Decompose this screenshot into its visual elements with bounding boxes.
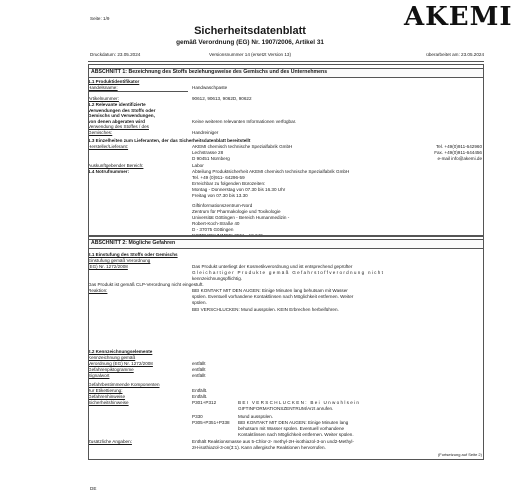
label-kennzeichnung-line2: Verordnung (EG) Nr. 1272/2008 [88, 361, 153, 366]
label-auskunft: Auskunftgebender Bereich: [88, 163, 144, 168]
poison-center-1: Giftinformationszentrum-Nord [192, 203, 253, 208]
heading-2-1: 2.1 Einstufung des Stoffs oder Gemischs [88, 252, 178, 257]
p-text-3a: BEI KONTAKT MIT DEN AUGEN: Einige Minuten lang [238, 420, 349, 425]
label-gbk-line2: zur Etikettierung: [88, 388, 123, 393]
reaktion-2: spülen. Eventuell vorhandene Kontaktlinsen nach Möglichkeit entfernen. Weiter [192, 294, 354, 299]
heading-1-3: 1.3 Einzelheiten zum Lieferanten, der das Sicherheitsdatenblatt bereitstellt [88, 138, 251, 143]
poison-center-phone: NOTRUFNUMMER: 0551 - 19 240 [192, 233, 263, 238]
value-1-2: Keine weiteren relevanten Informationen verfügbar. [192, 118, 297, 124]
value-signalwort: entfällt [192, 373, 206, 378]
value-abteilung: Abteilung Produktsicherheit AKEMI chemisch technische Spezialfabrik GmbH [192, 169, 350, 174]
section-2-frame [88, 236, 484, 460]
print-date: Druckdatum: 23.05.2024 [90, 52, 141, 57]
p-text-1b: GIFTINFORMATIONSZENTRUM/Arzt anrufen. [238, 406, 334, 411]
firm-phone: Tel. +49(0)911-642960 [435, 144, 482, 149]
value-verwendung: Handreiniger [192, 129, 219, 135]
value-handelsname: Handwaschpaste [192, 85, 228, 90]
value-gefahrenpiktogramme: entfällt [192, 367, 206, 372]
label-handelsname: Handelsname: [88, 85, 118, 90]
label-zusaetzlich: Zusätzliche Angaben: [88, 439, 132, 444]
value-artikelnummer: 90612, 90613, 9062D, 90622 [192, 96, 252, 101]
p-code-1: P301+P312 [192, 400, 217, 405]
label-sicherheitshinweise: Sicherheitshinweise [88, 400, 129, 405]
poison-center-3: Universität Göttingen - Bereich Humanmedizin - [192, 215, 290, 220]
label-kennzeichnung-line1: Kennzeichnung gemäß [88, 355, 136, 360]
p-text-3b: behutsam mit Wasser spülen. Eventuell vorhandene [238, 426, 345, 431]
label-reaktion: Reaktion: [88, 288, 108, 293]
label-gefahrenpiktogramme: Gefahrenpiktogramme [88, 367, 134, 372]
emergency-phone: Tel. +49 (0)911- 64296-59 [192, 175, 245, 180]
p-text-3c: Kontaktlinsen nach Möglichkeit entfernen. Weiter spülen. [238, 432, 354, 437]
office-hours-label: Erreichbar zu folgenden Bürozeiten: [192, 181, 266, 186]
p-code-2: P330 [192, 414, 203, 419]
reaktion-3: spülen. [192, 300, 207, 305]
label-hersteller: Hersteller/Lieferant: [88, 144, 129, 149]
heading-1-4: 1.4 Notrufnummer: [88, 169, 130, 174]
p-text-2: Mund ausspülen. [238, 414, 273, 419]
label-signalwort: Signalwort [88, 373, 110, 378]
label-gefahrenhinweise: Gefahrenhinweise [88, 394, 126, 399]
page-number: Seite: 1/9 [90, 16, 110, 21]
heading-1-2-line2: Verwendungen des Stoffs oder [88, 107, 156, 113]
section-1-frame [88, 64, 484, 236]
heading-1-2-line1: 1.2 Relevante identifizierte [88, 102, 146, 107]
value-kennzeichnung: entfällt [192, 361, 206, 366]
version-number: Versionsnummer 14 (ersetzt Version 13) [209, 52, 291, 57]
firm-city: D 90451 Nürnberg [192, 156, 230, 161]
reaktion-4: BEI VERSCHLUCKEN: Mund ausspülen. KEIN Erbrechen herbeiführen. [192, 307, 339, 312]
value-gbk: Entfällt. [192, 388, 208, 393]
reaktion-1: BEI KONTAKT MIT DEN AUGEN: Einige Minuten lang behutsam mit Wasser [192, 288, 348, 293]
firm-name: AKEMI chemisch technische Spezialfabrik GmbH [192, 144, 293, 149]
continuation-note: (Fortsetzung auf Seite 2) [437, 452, 482, 457]
office-hours-fri: Freitag von 07.30 bis 13.30 [192, 193, 248, 198]
section-2-title: ABSCHNITT 2: Mögliche Gefahren [91, 240, 176, 246]
label-gbk-line1: Gefahrbestimmende Komponenten [88, 382, 160, 387]
value-auskunft: Labor [192, 163, 204, 168]
einstufung-text-1: Das Produkt unterliegt der Kosmetikverordnung und ist entsprechend geprüfter [192, 264, 353, 269]
heading-2-2: 2.2 Kennzeichnungselemente [88, 349, 153, 354]
poison-center-5: D - 37075 Göttingen [192, 227, 234, 232]
firm-email: e-mail info@akemi.de [437, 156, 482, 161]
poison-center-4: Robert-Koch-Straße 40 [192, 221, 240, 226]
p-code-3: P305+P351+P338 [192, 420, 230, 425]
clp-statement: Das Produkt ist gemäß CLP-Verordnung nicht eingestuft. [88, 282, 204, 287]
document-subtitle: gemäß Verordnung (EG) Nr. 1907/2006, Artikel 31 [176, 39, 324, 46]
revision-date: überarbeitet am: 23.05.2024 [426, 52, 484, 57]
label-einstufung-line1: Einstufung gemäß Verordnung [88, 258, 151, 263]
label-artikelnummer: Artikelnummer: [88, 96, 119, 101]
footer-country-code: DE [90, 486, 97, 491]
heading-1-2-line4: von denen abgeraten wird [88, 118, 145, 124]
value-gefahrenhinweise: Entfällt. [192, 394, 208, 399]
p-text-1a: BEI VERSCHLUCKEN: Bei Unwohlsein [238, 400, 361, 405]
heading-1-2-line3: Gemischs und Verwendungen, [88, 113, 155, 118]
heading-1-1: 1.1 Produktidentifikator [88, 79, 140, 84]
label-verwendung-line1: Verwendung des Stoffes / des [88, 124, 149, 129]
zusaetzlich-2: 2H-isothiazol-3-on(3:1). Kann allergische Reaktionen hervorrufen. [192, 445, 326, 450]
label-verwendung-line2: Gemisches: [88, 129, 113, 135]
document-title: Sicherheitsdatenblatt [194, 25, 306, 37]
zusaetzlich-1: Enthält Reaktionsmasse aus 5-Chlor-2- methyl-2H-isothiazol-3-on und2-Methyl- [192, 439, 354, 444]
firm-fax: Fax. +49(0)911-644456 [434, 150, 482, 155]
akemi-logo: AKEMI [404, 2, 513, 32]
poison-center-2: Zentrum für Pharmakologie und Toxikologie [192, 209, 281, 214]
firm-street: Lechstrasse 28 [192, 150, 224, 155]
einstufung-text-2: Gleichartiger Produkte gemäß Gefahrstoffverordnung nicht [192, 270, 385, 275]
header-divider [88, 61, 484, 62]
label-einstufung-line2: (EG) Nr. 1272/2008 [88, 264, 128, 269]
office-hours-mon-thu: Montag - Donnerstag von 07.30 bis 16.30 Uhr [192, 187, 286, 192]
einstufung-text-3: kennzeichnungspflichtig. [192, 276, 243, 281]
section-1-title: ABSCHNITT 1: Bezeichnung des Stoffs beziehungsweise des Gemischs und des Unternehmens [91, 69, 328, 75]
